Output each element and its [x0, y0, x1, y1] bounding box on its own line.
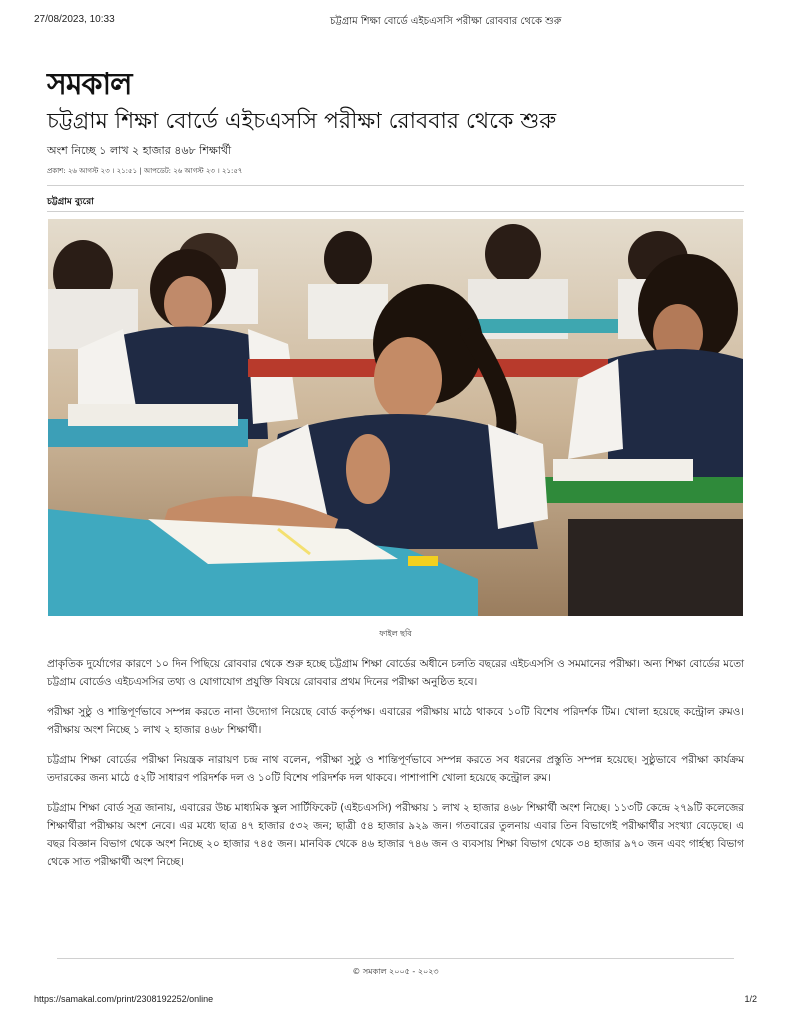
copyright: © সমকাল ২০০৫ - ২০২৩ — [352, 967, 439, 976]
print-url[interactable]: https://samakal.com/print/2308192252/online — [34, 994, 214, 1004]
print-footer — [0, 994, 791, 1008]
print-header — [0, 14, 791, 34]
divider — [47, 211, 744, 212]
print-page-title: চট্টগ্রাম শিক্ষা বোর্ডে এইচএসসি পরীক্ষা রোববার থেকে শুরু — [330, 16, 562, 27]
article-paragraph: প্রাকৃতিক দুর্যোগের কারণে ১০ দিন পিছিয়ে রোববার থেকে শুরু হচ্ছে চট্টগ্রাম শিক্ষা বোর্ডের অধীনে চলতি বছরের এইচএসসি ও সমমানের পরীক্ষা। অন্য শিক্ষা বোর্ডের মতো চট্টগ্রাম বোর্ডেও এইচএসসির তথ্য ও যোগাযোগ প্রযুক্তি বিষয়ে রোববার প্রথম দিনের পরীক্ষা অনুষ্ঠিত হবে। — [47, 658, 744, 688]
byline: চট্টগ্রাম ব্যুরো — [47, 197, 94, 207]
footer-divider — [57, 958, 734, 959]
article-body — [47, 655, 744, 883]
divider — [47, 185, 744, 186]
article-paragraph: চট্টগ্রাম শিক্ষা বোর্ডের পরীক্ষা নিয়ন্ত্রক নারায়ণ চন্দ্র নাথ বলেন, পরীক্ষা সুষ্ঠু ও শান্তিপূর্ণভাবে সম্পন্ন করতে সব ধরনের প্রস্তুতি সম্পন্ন হয়েছে। সুষ্ঠুভাবে পরীক্ষা কার্যক্রম তদারকের জন্য মাঠে ৫২টি সাধারণ পরিদর্শক দল ও ১০টি বিশেষ পরিদর্শক দল থাকবে। পাশাপাশি খোলা হয়েছে কন্ট্রোল রুম। — [47, 754, 744, 784]
article-paragraph: পরীক্ষা সুষ্ঠু ও শান্তিপূর্ণভাবে সম্পন্ন করতে নানা উদ্যোগ নিয়েছে বোর্ড কর্তৃপক্ষ। এবারের পরীক্ষায় মাঠে থাকবে ১০টি বিশেষ পরিদর্শক টিম। খোলা হয়েছে কন্ট্রোল রুমও। পরীক্ষায় অংশ নিচ্ছে ১ লাখ ২ হাজার ৪৬৮ শিক্ষার্থী। — [47, 706, 744, 736]
article-headline: চট্টগ্রাম শিক্ষা বোর্ডে এইচএসসি পরীক্ষা রোববার থেকে শুরু — [47, 109, 557, 134]
article-subheadline: অংশ নিচ্ছে ১ লাখ ২ হাজার ৪৬৮ শিক্ষার্থী — [47, 144, 232, 157]
article-photo — [48, 219, 743, 616]
publish-meta: প্রকাশ: ২৬ আগস্ট ২৩ । ২১:৫১ | আপডেট: ২৬ আগস্ট ২৩ । ২১:৫৭ — [47, 167, 243, 175]
samakal-logo[interactable]: সমকাল — [47, 67, 132, 102]
article-paragraph: চট্টগ্রাম শিক্ষা বোর্ড সূত্র জানায়, এবারের উচ্চ মাধ্যমিক স্কুল সার্টিফিকেট (এইচএসসি) পরীক্ষায় ১ লাখ ২ হাজার ৪৬৮ শিক্ষার্থী অংশ নিচ্ছে। ১১৩টি কেন্দ্রে ২৭৯টি কলেজের শিক্ষার্থীরা পরীক্ষায় অংশ নেবে। এর মধ্যে ছাত্র ৪৭ হাজার ৫৩২ জন; ছাত্রী ৫৪ হাজার ৯২৯ জন। গতবারের তুলনায় এবার তিন বিভাগেই পরীক্ষার্থীর সংখ্যা বেড়েছে। এ বছর বিজ্ঞান বিভাগ থেকে অংশ নিচ্ছে ২০ হাজার ৭৪৫ জন। মানবিক থেকে ৪৬ হাজার ৭৪৬ জন ও ব্যবসায় শিক্ষা বিভাগ থেকে ৩৪ হাজার ৯৭০ জন এবং গার্হস্থ্য বিভাগ থেকে সাত পরীক্ষার্থী অংশ নিচ্ছে। — [47, 802, 744, 868]
page-number: 1/2 — [744, 994, 757, 1004]
print-date: 27/08/2023, 10:33 — [34, 14, 115, 25]
photo-caption: ফাইল ছবি — [379, 629, 412, 638]
